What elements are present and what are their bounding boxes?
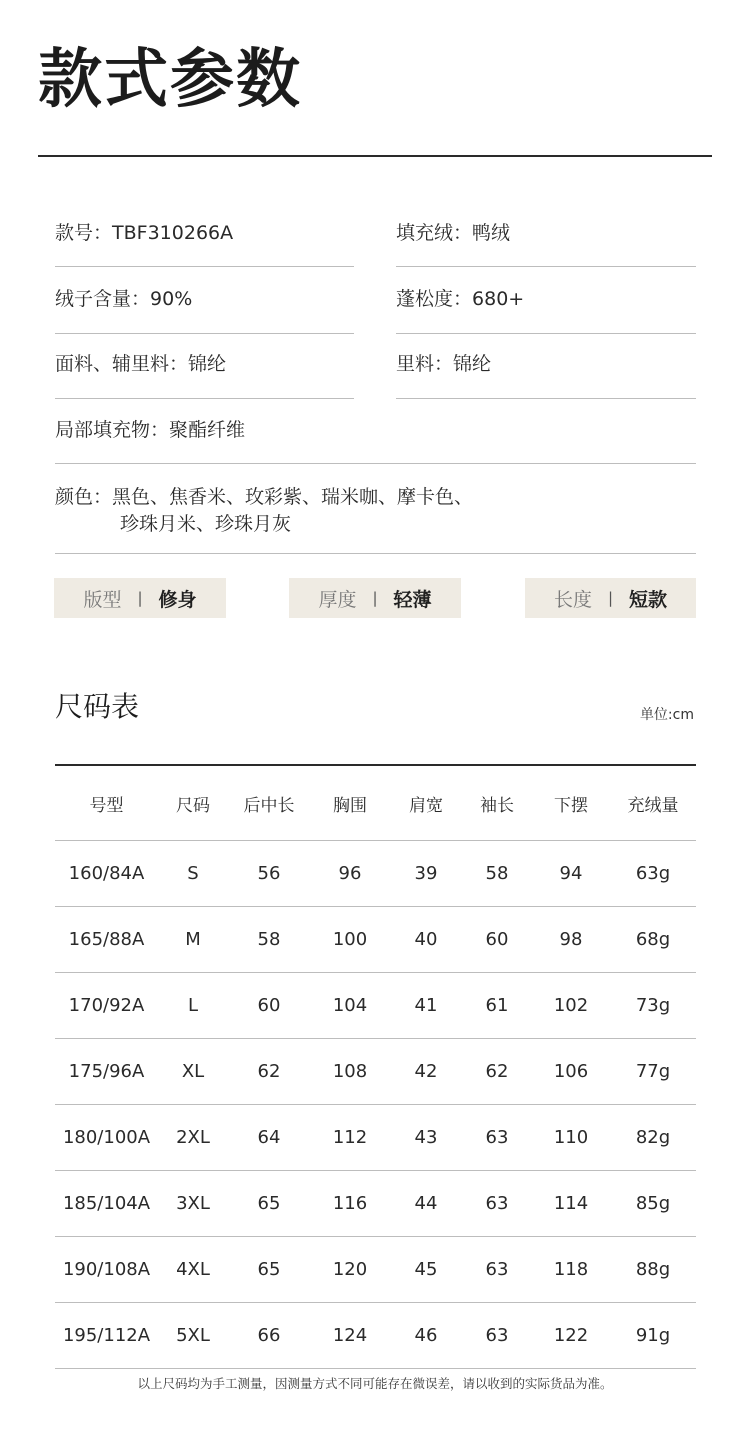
table-cell: 62 bbox=[462, 1039, 532, 1105]
table-row bbox=[55, 1303, 696, 1369]
table-header-row bbox=[55, 766, 696, 841]
param-fill-power bbox=[396, 290, 524, 309]
table-cell: 195/112A bbox=[55, 1303, 158, 1369]
param-label: 蓬松度： bbox=[396, 288, 473, 310]
tag-separator: | bbox=[372, 589, 378, 607]
param-partial-filling bbox=[55, 421, 245, 440]
table-cell: 98 bbox=[532, 907, 610, 973]
table-cell: XL bbox=[158, 1039, 228, 1105]
table-cell: M bbox=[158, 907, 228, 973]
table-cell: 60 bbox=[228, 973, 310, 1039]
param-label: 里料： bbox=[396, 353, 454, 375]
tag-label: 版型 bbox=[83, 588, 122, 611]
param-divider bbox=[396, 398, 696, 399]
param-label: 填充绒： bbox=[396, 222, 473, 244]
table-row bbox=[55, 1039, 696, 1105]
table-cell: 102 bbox=[532, 973, 610, 1039]
header-cell: 号型 bbox=[55, 766, 158, 841]
table-row bbox=[55, 1171, 696, 1237]
tag-fit bbox=[54, 578, 226, 618]
param-divider bbox=[396, 333, 696, 334]
param-down-content bbox=[55, 290, 192, 309]
tag-separator: | bbox=[137, 589, 143, 607]
table-cell: 5XL bbox=[158, 1303, 228, 1369]
table-cell: 108 bbox=[310, 1039, 390, 1105]
table-cell: 44 bbox=[390, 1171, 462, 1237]
table-cell: 104 bbox=[310, 973, 390, 1039]
page-title: 款式参数 bbox=[38, 43, 302, 117]
table-cell: 41 bbox=[390, 973, 462, 1039]
table-cell: 66 bbox=[228, 1303, 310, 1369]
tag-separator: | bbox=[607, 589, 614, 607]
param-filling bbox=[396, 224, 510, 243]
table-cell: S bbox=[158, 841, 228, 907]
table-cell: 63g bbox=[610, 841, 696, 907]
table-cell: 58 bbox=[228, 907, 310, 973]
tag-value: 轻薄 bbox=[393, 588, 432, 611]
title-divider bbox=[38, 155, 712, 157]
table-cell: 65 bbox=[228, 1237, 310, 1303]
colors-line-1: 黑色、焦香米、玫彩紫、瑞米咖、摩卡色、 bbox=[112, 486, 474, 508]
header-cell: 后中长 bbox=[228, 766, 310, 841]
header-cell: 肩宽 bbox=[390, 766, 462, 841]
table-cell: 112 bbox=[310, 1105, 390, 1171]
table-cell: 58 bbox=[462, 841, 532, 907]
param-divider bbox=[55, 266, 354, 267]
table-cell: 106 bbox=[532, 1039, 610, 1105]
param-divider bbox=[55, 333, 354, 334]
param-lining bbox=[396, 355, 491, 374]
unit-label: 单位:cm bbox=[639, 707, 694, 723]
param-value: 680+ bbox=[472, 288, 525, 310]
param-label: 绒子含量： bbox=[55, 288, 151, 310]
param-value: 鸭绒 bbox=[472, 222, 511, 244]
table-row bbox=[55, 973, 696, 1039]
table-cell: 40 bbox=[390, 907, 462, 973]
table-cell: 63 bbox=[462, 1303, 532, 1369]
table-cell: 63 bbox=[462, 1237, 532, 1303]
table-cell: 85g bbox=[610, 1171, 696, 1237]
table-cell: 165/88A bbox=[55, 907, 158, 973]
measurement-note: 以上尺码均为手工测量，因测量方式不同可能存在微误差，请以收到的实际货品为准。 bbox=[137, 1376, 613, 1391]
size-table bbox=[55, 766, 696, 1369]
param-divider bbox=[55, 398, 354, 399]
table-cell: 88g bbox=[610, 1237, 696, 1303]
table-cell: 175/96A bbox=[55, 1039, 158, 1105]
tag-length bbox=[525, 578, 696, 618]
table-cell: 170/92A bbox=[55, 973, 158, 1039]
table-cell: 110 bbox=[532, 1105, 610, 1171]
table-cell: 114 bbox=[532, 1171, 610, 1237]
size-chart-title: 尺码表 bbox=[55, 690, 140, 723]
table-cell: 116 bbox=[310, 1171, 390, 1237]
header-cell: 胸围 bbox=[310, 766, 390, 841]
param-style-number bbox=[55, 224, 233, 243]
param-label: 局部填充物： bbox=[55, 419, 170, 441]
table-cell: 45 bbox=[390, 1237, 462, 1303]
table-cell: 4XL bbox=[158, 1237, 228, 1303]
tag-value: 修身 bbox=[158, 588, 197, 611]
colors-label: 颜色： bbox=[55, 486, 113, 508]
table-cell: 122 bbox=[532, 1303, 610, 1369]
table-cell: 73g bbox=[610, 973, 696, 1039]
table-cell: 65 bbox=[228, 1171, 310, 1237]
table-cell: 91g bbox=[610, 1303, 696, 1369]
param-label: 面料、辅里料： bbox=[55, 353, 189, 375]
table-cell: 62 bbox=[228, 1039, 310, 1105]
param-value: 锦纶 bbox=[188, 353, 227, 375]
tag-label: 长度 bbox=[553, 588, 592, 611]
table-cell: 100 bbox=[310, 907, 390, 973]
colors-line-2: 珍珠月米、珍珠月灰 bbox=[120, 512, 292, 535]
table-cell: 61 bbox=[462, 973, 532, 1039]
table-cell: 124 bbox=[310, 1303, 390, 1369]
header-cell: 充绒量 bbox=[610, 766, 696, 841]
table-cell: 94 bbox=[532, 841, 610, 907]
table-row bbox=[55, 907, 696, 973]
param-divider bbox=[396, 266, 696, 267]
param-colors bbox=[55, 484, 473, 537]
table-cell: 68g bbox=[610, 907, 696, 973]
table-cell: 120 bbox=[310, 1237, 390, 1303]
table-cell: 160/84A bbox=[55, 841, 158, 907]
table-cell: 190/108A bbox=[55, 1237, 158, 1303]
header-cell: 袖长 bbox=[462, 766, 532, 841]
table-cell: 2XL bbox=[158, 1105, 228, 1171]
table-cell: 82g bbox=[610, 1105, 696, 1171]
param-divider bbox=[55, 553, 696, 554]
param-value: 锦纶 bbox=[453, 353, 492, 375]
tag-value: 短款 bbox=[629, 588, 668, 611]
table-cell: 180/100A bbox=[55, 1105, 158, 1171]
table-cell: 63 bbox=[462, 1171, 532, 1237]
table-cell: 118 bbox=[532, 1237, 610, 1303]
table-cell: L bbox=[158, 973, 228, 1039]
header-cell: 下摆 bbox=[532, 766, 610, 841]
table-cell: 42 bbox=[390, 1039, 462, 1105]
table-row bbox=[55, 1237, 696, 1303]
param-value: TBF310266A bbox=[112, 222, 234, 244]
param-divider bbox=[55, 463, 696, 464]
table-cell: 60 bbox=[462, 907, 532, 973]
header-cell: 尺码 bbox=[158, 766, 228, 841]
tag-label: 厚度 bbox=[318, 588, 357, 611]
table-cell: 56 bbox=[228, 841, 310, 907]
param-label: 款号： bbox=[55, 222, 113, 244]
param-fabric bbox=[55, 355, 226, 374]
table-row bbox=[55, 841, 696, 907]
table-cell: 63 bbox=[462, 1105, 532, 1171]
table-cell: 77g bbox=[610, 1039, 696, 1105]
table-cell: 46 bbox=[390, 1303, 462, 1369]
param-value: 90% bbox=[150, 288, 193, 310]
table-row bbox=[55, 1105, 696, 1171]
param-value: 聚酯纤维 bbox=[169, 419, 246, 441]
table-cell: 64 bbox=[228, 1105, 310, 1171]
tag-thickness bbox=[289, 578, 461, 618]
table-cell: 39 bbox=[390, 841, 462, 907]
table-cell: 43 bbox=[390, 1105, 462, 1171]
table-cell: 185/104A bbox=[55, 1171, 158, 1237]
table-cell: 3XL bbox=[158, 1171, 228, 1237]
table-cell: 96 bbox=[310, 841, 390, 907]
